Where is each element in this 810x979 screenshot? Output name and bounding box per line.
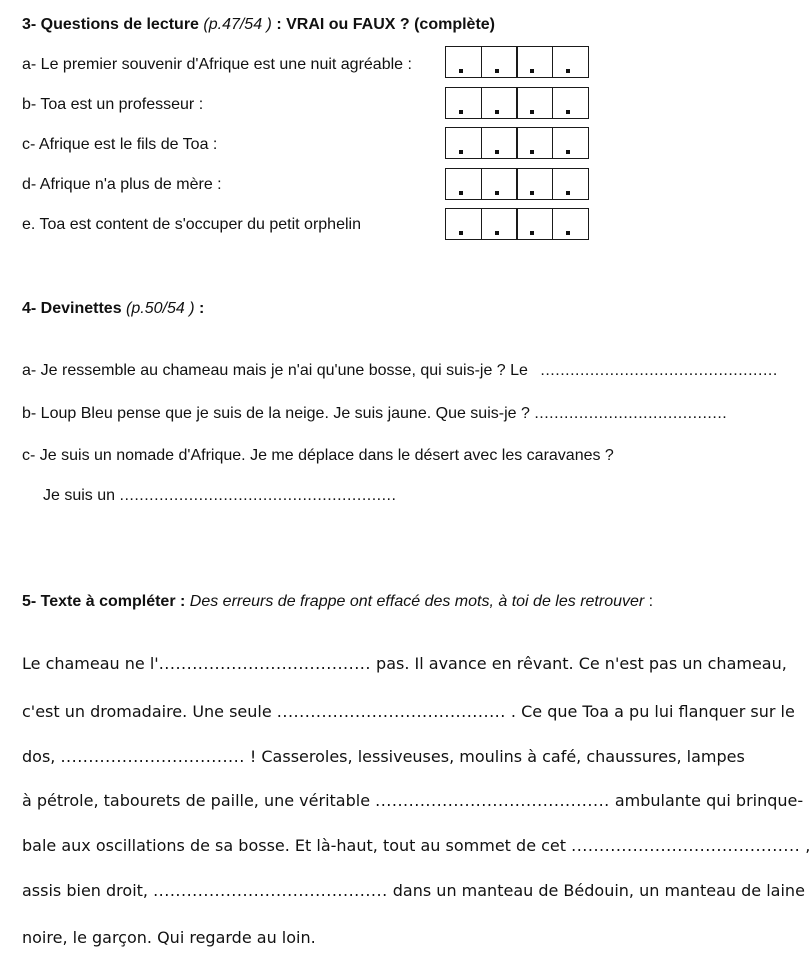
answer-box[interactable] [516, 87, 553, 119]
answer-boxes-e [447, 208, 589, 240]
text-segment: à pétrole, tabourets de paille, une véritable [22, 791, 376, 810]
text-segment: dans un manteau de Bédouin, un manteau de laine [387, 881, 805, 900]
text-segment: Le chameau ne l' [22, 654, 159, 673]
answer-box[interactable] [481, 168, 518, 200]
section5-heading [22, 593, 653, 611]
section4-title: 4- Devinettes [22, 300, 122, 317]
answer-box[interactable] [552, 46, 589, 78]
riddle-a-blank[interactable]: ................................................ [540, 362, 778, 379]
text-line-4 [22, 791, 803, 810]
text-segment: , [800, 836, 810, 855]
riddle-c-answer-text: Je suis un [43, 487, 116, 504]
answer-box[interactable] [445, 46, 482, 78]
question-a: a- Le premier souvenir d'Afrique est une nuit agréable : [22, 56, 412, 73]
text-line-5 [22, 836, 810, 855]
answer-box[interactable] [552, 87, 589, 119]
text-segment: . Ce que Toa a pu lui flanquer sur le [505, 702, 795, 721]
text-line-3 [22, 747, 745, 766]
section5-subtitle: Des erreurs de frappe ont effacé des mots, à toi de les retrouver [189, 593, 645, 610]
text-segment: bale aux oscillations de sa bosse. Et là-haut, tout au sommet de cet [22, 836, 572, 855]
riddle-c-blank[interactable]: ........................................................ [119, 487, 397, 504]
section4-colon: : [198, 300, 205, 317]
riddle-c [22, 447, 614, 465]
answer-box[interactable] [445, 168, 482, 200]
answer-boxes-a [447, 46, 589, 78]
answer-boxes-b [447, 87, 589, 119]
riddle-b [22, 405, 727, 423]
riddle-b-text: b- Loup Bleu pense que je suis de la neige. Je suis jaune. Que suis-je ? [22, 405, 530, 422]
text-segment: c'est un dromadaire. Une seule [22, 702, 277, 721]
answer-box[interactable] [516, 127, 553, 159]
riddle-c-text: c- Je suis un nomade d'Afrique. Je me déplace dans le désert avec les caravanes ? [22, 447, 614, 464]
answer-box[interactable] [481, 208, 518, 240]
riddle-a-text: a- Je ressemble au chameau mais je n'ai qu'une bosse, qui suis-je ? Le [22, 362, 528, 379]
text-blank[interactable]: ................................. [60, 747, 245, 766]
text-line-6 [22, 881, 805, 900]
answer-box[interactable] [552, 168, 589, 200]
text-segment: pas. Il avance en rêvant. Ce n'est pas un chameau, [370, 654, 787, 673]
question-d: d- Afrique n'a plus de mère : [22, 176, 222, 193]
answer-box[interactable] [516, 208, 553, 240]
text-blank[interactable]: .......................................... [153, 881, 388, 900]
answer-box[interactable] [481, 87, 518, 119]
text-blank[interactable]: ......................................... [276, 702, 506, 721]
riddle-a [22, 362, 778, 380]
question-e: e. Toa est content de s'occuper du petit orphelin [22, 216, 361, 233]
answer-boxes-d [447, 168, 589, 200]
text-line-2 [22, 702, 795, 721]
section4-heading [22, 300, 204, 318]
section5-title: 5- Texte à compléter : [22, 593, 186, 610]
answer-box[interactable] [516, 168, 553, 200]
answer-boxes-c [447, 127, 589, 159]
answer-box[interactable] [552, 208, 589, 240]
answer-box[interactable] [445, 127, 482, 159]
section3-title: 3- Questions de lecture [22, 16, 199, 33]
text-blank[interactable]: ......................................... [571, 836, 801, 855]
answer-box[interactable] [552, 127, 589, 159]
text-line-1 [22, 654, 787, 673]
section3-page-ref: (p.47/54 ) [203, 16, 272, 33]
text-segment: ! Casseroles, lessiveuses, moulins à café, chaussures, lampes [244, 747, 745, 766]
text-segment: noire, le garçon. Qui regarde au loin. [22, 928, 316, 947]
answer-box[interactable] [481, 46, 518, 78]
riddle-c-answer [43, 487, 396, 505]
text-segment: ambulante qui brinque- [609, 791, 804, 810]
answer-box[interactable] [445, 87, 482, 119]
text-blank[interactable]: ...................................... [158, 654, 371, 673]
answer-box[interactable] [481, 127, 518, 159]
question-b: b- Toa est un professeur : [22, 96, 204, 113]
text-segment: dos, [22, 747, 61, 766]
answer-box[interactable] [516, 46, 553, 78]
section4-page-ref: (p.50/54 ) [126, 300, 195, 317]
text-blank[interactable]: .......................................... [375, 791, 610, 810]
section5-colon: : [648, 593, 654, 610]
section3-instruction: : VRAI ou FAUX ? (complète) [276, 16, 495, 33]
answer-box[interactable] [445, 208, 482, 240]
text-segment: assis bien droit, [22, 881, 154, 900]
question-c: c- Afrique est le fils de Toa : [22, 136, 218, 153]
section3-heading [22, 16, 495, 34]
riddle-b-blank[interactable]: ....................................... [534, 405, 728, 422]
text-line-7 [22, 928, 316, 947]
